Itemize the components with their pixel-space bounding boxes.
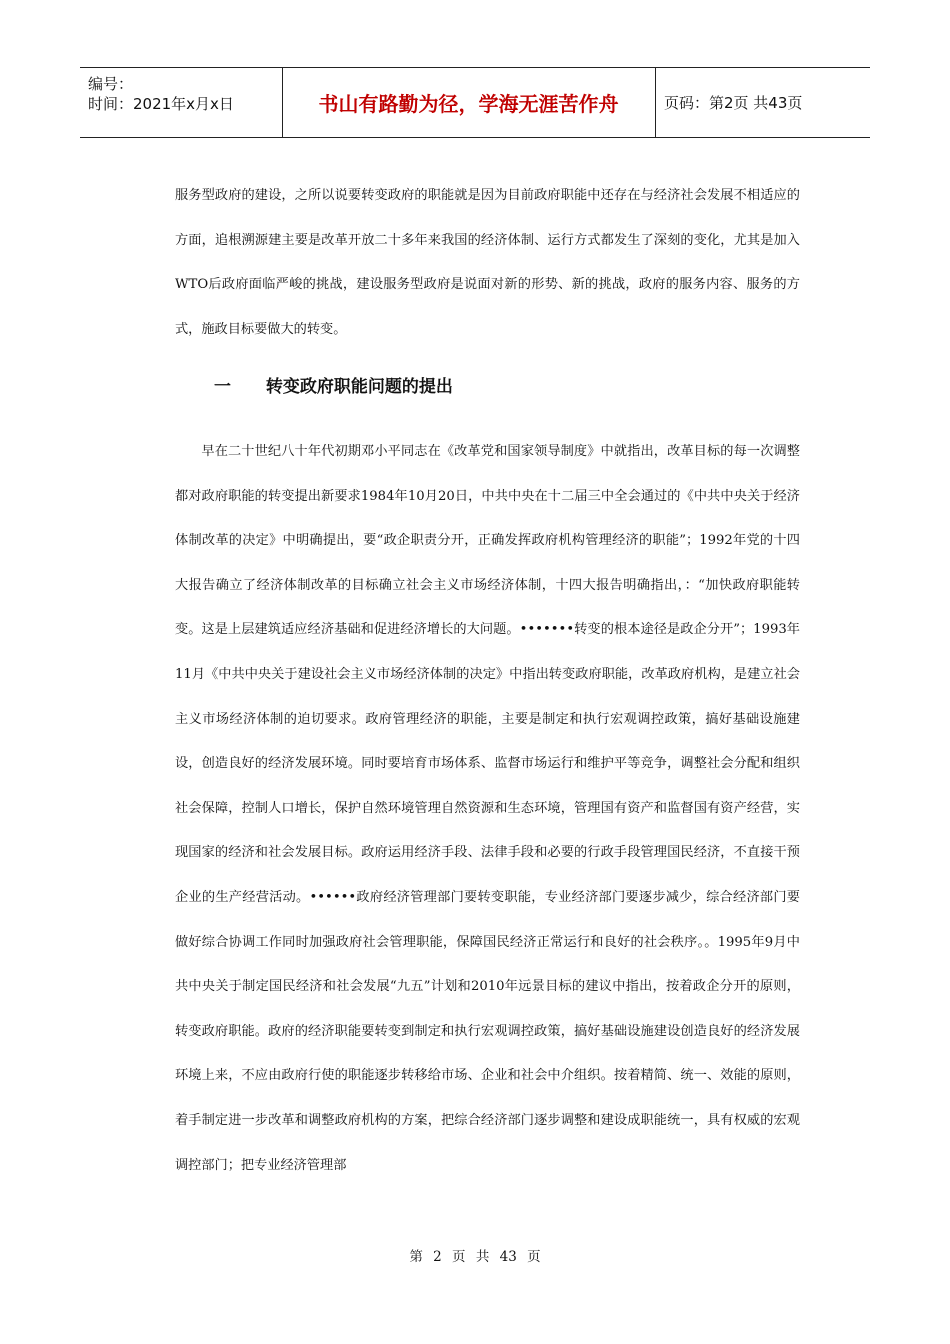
section-title: 转变政府职能问题的提出 [265, 377, 453, 397]
main-section [175, 430, 800, 1188]
intro-section [175, 174, 800, 352]
page-header [80, 67, 870, 138]
header-page-info: 页码：第2页 共43页 [664, 94, 803, 112]
paragraph-intro: 服务型政府的建设，之所以说要转变政府的职能就是因为目前政府职能中还存在与经济社会发展不相适应的方面，追根溯源建主要是改革开放二十多年来我国的经济体制、运行方式都发生了深刻的变化，尤其是加入WTO后政府面临严峻的挑战，建设服务型政府是说面对新的形势、新的挑战，政府的服务内容、服务的方式，施政目标要做大的转变。 [175, 188, 800, 337]
section-number: 一 [214, 377, 231, 397]
document-time-label: 时间：2021年x月x日 [88, 95, 234, 113]
header-motto: 书山有路勤为径，学海无涯苦作舟 [282, 68, 656, 137]
section-heading [214, 372, 453, 397]
paragraph-main: 早在二十世纪八十年代初期邓小平同志在《改革党和国家领导制度》中就指出，改革目标的每一次调整都对政府职能的转变提出新要求1984年10月20日，中共中央在十二届三中全会通过的《中共中央关于经济体制改革的决定》中明确提出，要“政企职责分开，正确发挥政府机构管理经济的职能”；1992年党的十四大报告确立了经济体制改革的目标确立社会主义市场经济体制，十四大报告明确指出，：“加快政府职能转变。这是上层建筑适应经济基础和促进经济增长的大问题。•••••••转变的根本途径是政企分开”；1993年11月《中共中央关于建设社会主义市场经济体制的决定》中指出转变政府职能，改革政府机构，是建立社会主义市场经济体制的迫切要求。政府管理经济的职能，主要是制定和执行宏观调控政策，搞好基础设施建设，创造良好的经济发展环境。同时要培育市场体系、监督市场运行和维护平等竞争，调整社会分配和组织社会保障，控制人口增长，保护自然环境管理自然资源和生态环境，管理国有资产和监督国有资产经营，实现国家的经济和社会发展目标。政府运用经济手段、法律手段和必要的行政手段管理国民经济，不直接干预企业的生产经营活动。••••••政府经济管理部门要转变职能，专业经济部门要逐步减少，综合经济部门要做好综合协调工作同时加强政府社会管理职能，保障国民经济正常运行和良好的社会秩序。。1995年9月中共中央关于制定国民经济和社会发展“九五”计划和2010年远景目标的建议中指出，按着政企分开的原则，转变政府职能。政府的经济职能要转变到制定和执行宏观调控政策，搞好基础设施建设创造良好的经济发展环境上来，不应由政府行使的职能逐步转移给市场、企业和社会中介组织。按着精简、统一、效能的原则，着手制定进一步改革和调整政府机构的方案，把综合经济部门逐步调整和建设成职能统一，具有权威的宏观调控部门；把专业经济管理部 [175, 444, 800, 1173]
document-number-label: 编号： [88, 75, 134, 93]
header-meta [80, 68, 283, 137]
page-footer: 第 2 页 共 43 页 [409, 1249, 541, 1265]
